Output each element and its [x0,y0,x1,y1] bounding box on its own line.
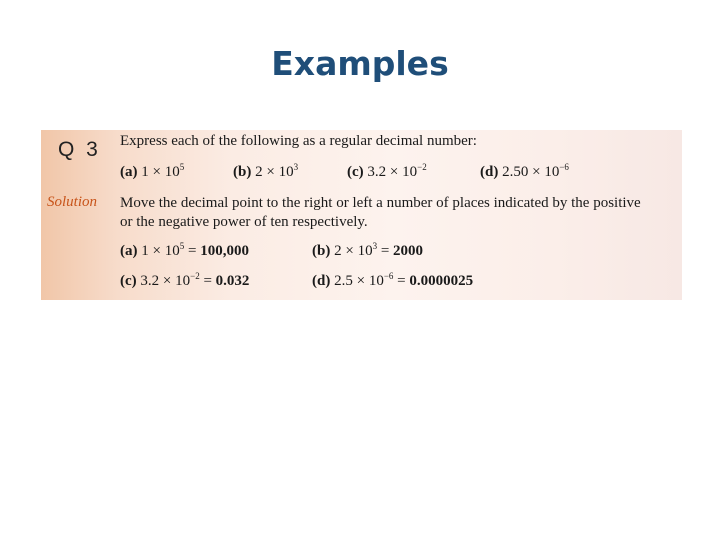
part-label: (a) [120,164,138,180]
answer-exponent: 3 [372,241,378,251]
answer-exponent: −2 [190,271,200,281]
part-b [233,162,298,181]
answer-exponent: 5 [179,241,185,251]
answer-equals: = [380,243,390,259]
part-c [347,162,427,181]
answer-base: 10 [175,273,191,289]
part-exponent: −2 [417,162,427,172]
part-coef: 2.50 × [502,164,541,180]
part-coef: 3.2 × [367,164,399,180]
solution-line-2: or the negative power of ten respectively. [120,214,368,230]
answer-c [120,271,249,290]
answer-base: 10 [357,243,373,259]
answer-coef: 1 × [141,243,161,259]
part-base: 10 [164,164,180,180]
part-exponent: 3 [293,162,299,172]
answer-label: (a) [120,243,138,259]
answer-base: 10 [368,273,384,289]
part-label: (c) [347,164,364,180]
answer-b [312,241,423,260]
answer-a [120,241,249,260]
solution-label: Solution [47,194,98,210]
answer-result: 0.0000025 [409,273,474,289]
part-label: (d) [480,164,499,180]
part-exponent: −6 [559,162,569,172]
answer-label: (c) [120,273,137,289]
part-coef: 1 × [141,164,161,180]
part-d [480,162,569,181]
answer-d [312,271,473,290]
answer-equals: = [397,273,406,289]
answer-result: 0.032 [215,273,250,289]
answer-equals: = [203,273,212,289]
page-title: Examples [271,44,449,83]
answer-base: 10 [164,243,180,259]
part-coef: 2 × [255,164,275,180]
answer-coef: 3.2 × [140,273,172,289]
part-base: 10 [402,164,418,180]
answer-coef: 2 × [334,243,354,259]
prompt-text: Express each of the following as a regular decimal number: [120,133,477,149]
answer-result: 100,000 [200,243,249,259]
part-a [120,162,184,181]
part-base: 10 [544,164,560,180]
answer-label: (d) [312,273,331,289]
part-base: 10 [278,164,294,180]
answer-equals: = [187,243,197,259]
answer-result: 2000 [393,243,424,259]
answer-exponent: −6 [383,271,394,281]
part-label: (b) [233,164,252,180]
part-exponent: 5 [179,162,185,172]
answer-coef: 2.5 × [334,273,366,289]
question-label: Q 3 [58,138,101,161]
solution-line-1: Move the decimal point to the right or left a number of places indicated by the positive [120,195,641,211]
answer-label: (b) [312,243,331,259]
